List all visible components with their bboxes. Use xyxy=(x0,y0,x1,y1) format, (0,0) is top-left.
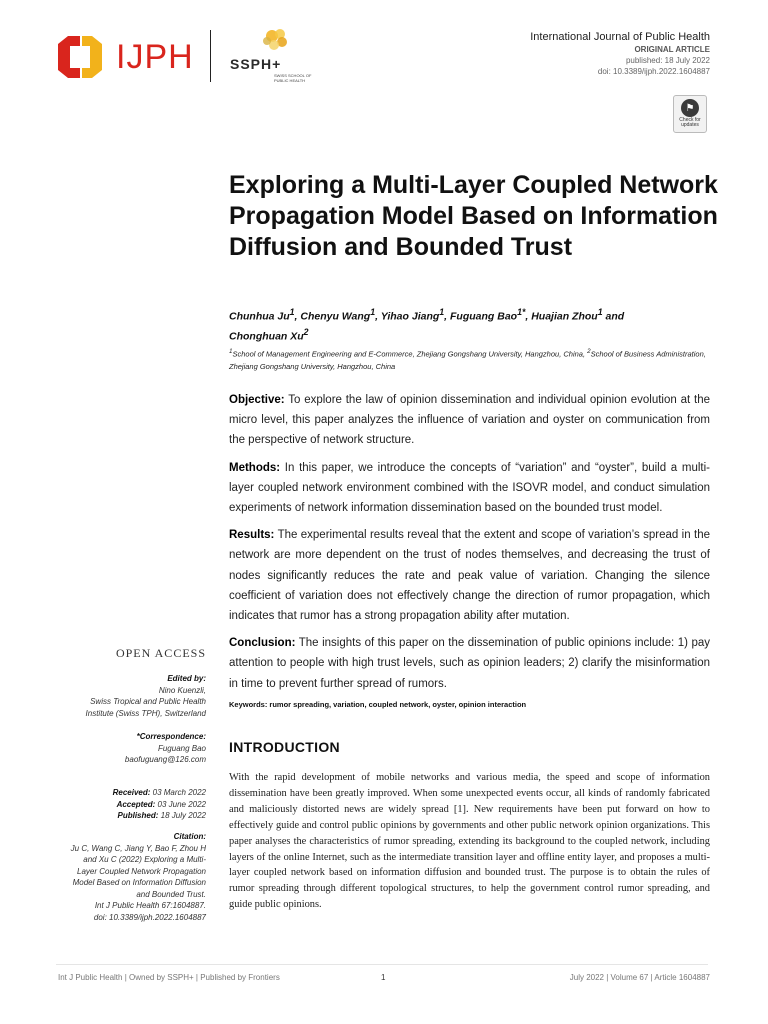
edited-by-label: Edited by: xyxy=(167,674,206,683)
editor-institution: Institute (Swiss TPH), Switzerland xyxy=(85,708,206,718)
ssph-logo xyxy=(230,28,330,86)
corresponding-author: Fuguang Bao xyxy=(157,743,206,753)
check-for-updates-button[interactable] xyxy=(673,95,707,133)
author-name[interactable]: Huajian Zhou xyxy=(531,310,598,323)
editor-name: Nino Kuenzli, xyxy=(158,685,206,695)
ijph-logo-mark-icon xyxy=(58,36,102,78)
keywords: Keywords: rumor spreading, variation, coupled network, oyster, opinion interaction xyxy=(229,700,527,709)
accepted-date: Accepted: 03 June 2022 xyxy=(116,799,206,809)
author-name[interactable]: Fuguang Bao xyxy=(450,310,518,323)
open-access-label: OPEN ACCESS xyxy=(115,646,206,660)
article-title: Exploring a Multi-Layer Coupled Network Propagation Model Based on Information Diffusion and Bounded Trust xyxy=(229,171,718,261)
footer-divider xyxy=(56,964,708,965)
check-updates-label: Check for updates xyxy=(679,117,701,128)
citation-doi-link[interactable]: doi: 10.3389/ijph.2022.1604887 xyxy=(93,912,206,922)
abstract-results: Results: The experimental results reveal that the extent and scope of variation’s spread in the network are more dependent on the trust of nodes themselves, and decreasing the trust of nodes significantly reduces the rate and peak value of variation. Changing the silence coefficient of variation does not effectively change the direction of rumor propagation, which indicates that rumor has a strong propagation ability after mutation. xyxy=(229,529,710,623)
published-date-sidebar: Published: 18 July 2022 xyxy=(117,811,206,820)
affiliation-2: School of Business Administration, Zhejiang Gongshang University, Hangzhou, China xyxy=(229,349,706,371)
affiliation-1: School of Management Engineering and E-Commerce, Zhejiang Gongshang University, Hangzhou, China, xyxy=(232,349,586,359)
logo-divider xyxy=(210,30,211,82)
author-name[interactable]: Yihao Jiang xyxy=(380,310,440,323)
author-name[interactable]: Chunhua Ju xyxy=(229,310,290,323)
footer-volume-info: July 2022 | Volume 67 | Article 1604887 xyxy=(569,973,710,982)
author-list: Chunhua Ju$^1$, Chenyu Wang$^1$, Yihao Jiang$^1$, Fuguang Bao$^{1*}$, Huajian Zhou$^1$ and Chonghuan Xu$^2$ xyxy=(229,307,625,342)
correspondence-block xyxy=(40,731,206,766)
journal-info xyxy=(530,31,710,77)
citation-block: Citation: Ju C, Wang C, Jiang Y, Bao F, Zhou H and Xu C (2022) Exploring a Multi- Layer Coupled Network Propagation Model Based on Information Diffusion and Bounded Trust. Int J Public Health 67:1604887. doi: 10.3389/ijph.2022.1604887 xyxy=(40,831,206,923)
author-conjunction: and xyxy=(605,310,625,323)
bookmark-icon: ⚑ xyxy=(681,99,699,117)
received-date: Received: 03 March 2022 xyxy=(112,788,206,797)
doi-link[interactable]: doi: 10.3389/ijph.2022.1604887 xyxy=(597,67,710,76)
citation-label: Citation: xyxy=(173,832,206,841)
section-heading-introduction: INTRODUCTION xyxy=(229,739,340,755)
ijph-logo xyxy=(58,36,194,78)
page-number: 1 xyxy=(381,973,386,982)
edited-by-block xyxy=(40,673,206,719)
abstract-methods: Methods: In this paper, we introduce the concepts of “variation” and “oyster”, build a multi-layer coupled network environment combined with the ISOVR model, and conduct simulation experiments of network information dissemination based on the bounded trust model. xyxy=(229,461,710,515)
ijph-logo-text: IJPH xyxy=(116,38,194,76)
ssph-logo-subtext: SWISS SCHOOL OF PUBLIC HEALTH xyxy=(274,73,312,83)
introduction-paragraph: With the rapid development of mobile networks and various media, the speed and scope of information dissemination have been greatly improved. When some unexpected events occur, all kinds of randomly fabricated and maliciously distorted news are widely spread [1]. New requirements have been put forward on how to effectively guide and control public opinions by governments and other public network opinion organizations. This paper analyses the characteristics of rumor spreading, extending its background to the coupled network, including layers of the online Internet, such as the intermediate transition layer and offline entity layer, and proposes a multi-layer coupled network based on information diffusion and bounded trust. The purpose is to obtain the rules of rumor spreading through different topological structures, to help the government control rumor spreading, and guide public opinions. xyxy=(229,772,710,911)
reference-link[interactable]: 1 xyxy=(457,803,463,815)
editor-institution: Swiss Tropical and Public Health xyxy=(90,697,206,706)
abstract xyxy=(229,390,710,701)
correspondence-label: *Correspondence: xyxy=(136,732,206,741)
journal-name: International Journal of Public Health xyxy=(530,31,710,43)
abstract-conclusion: Conclusion: The insights of this paper on the dissemination of public opinions include: 1) pay attention to people with high trust levels, such as opinion leaders; 2) clarify the misinformation in time to prevent further spread of rumors. xyxy=(229,637,710,690)
published-date: published: 18 July 2022 xyxy=(625,56,710,65)
footer-journal-info: Int J Public Health | Owned by SSPH+ | Published by Frontiers xyxy=(58,973,280,982)
affiliations: $^1$School of Management Engineering and E-Commerce, Zhejiang Gongshang University, Hangzhou, China, $^2$School of Business Administration, Zhejiang Gongshang University, Hangzhou, China xyxy=(229,348,706,371)
corresponding-email-link[interactable]: baofuguang@126.com xyxy=(124,755,206,764)
ssph-logo-text: SSPH+ xyxy=(230,56,282,72)
author-name[interactable]: Chenyu Wang xyxy=(300,310,371,323)
author-name[interactable]: Chonghuan Xu xyxy=(229,330,304,342)
article-type: ORIGINAL ARTICLE xyxy=(634,45,710,54)
dates-block xyxy=(40,787,206,822)
abstract-objective: Objective: To explore the law of opinion dissemination and individual opinion evolution at the micro level, this paper analyzes the influence of variation and oyster on communication from the perspective of network structure. xyxy=(229,394,710,447)
